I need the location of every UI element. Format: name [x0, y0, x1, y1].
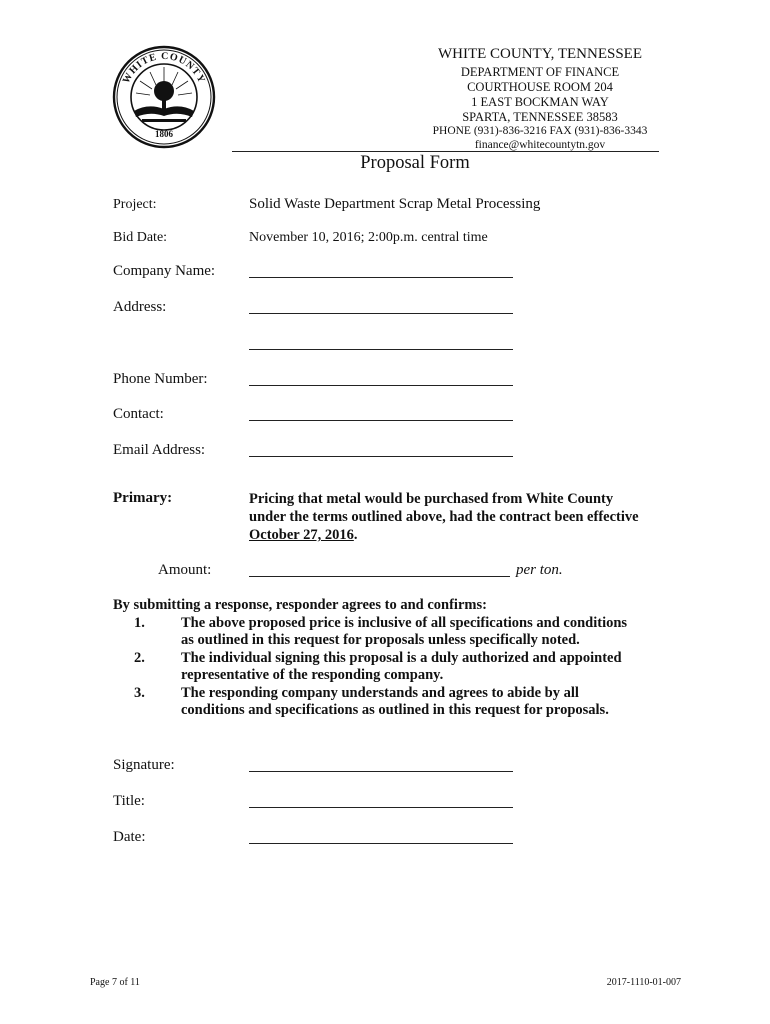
contact-field[interactable]: [249, 420, 513, 421]
contact-label: Contact:: [113, 406, 164, 422]
signature-field[interactable]: [249, 771, 513, 772]
address-field-line-2[interactable]: [249, 349, 513, 350]
form-title: Proposal Form: [360, 153, 470, 173]
bid-date-label: Bid Date:: [113, 230, 168, 245]
county-seal-logo: [112, 45, 216, 149]
amount-label: Amount:: [158, 562, 212, 578]
primary-text-line-1: Pricing that metal would be purchased from White County: [249, 491, 614, 507]
company-name-field[interactable]: [249, 277, 513, 278]
phone-number-label: Phone Number:: [113, 371, 208, 387]
primary-text-line-3: October 27, 2016.: [249, 527, 358, 543]
document-number: 2017-1110-01-007: [606, 977, 681, 988]
header-county-name: WHITE COUNTY, TENNESSEE: [437, 46, 643, 62]
title-field[interactable]: [249, 807, 513, 808]
date-label: Date:: [113, 829, 146, 845]
date-field[interactable]: [249, 843, 513, 844]
company-name-label: Company Name:: [113, 263, 216, 279]
primary-description: [249, 490, 669, 544]
header-divider: [232, 151, 659, 152]
phone-number-field[interactable]: [249, 385, 513, 386]
primary-text-line-2: under the terms outlined above, had the contract been effective: [249, 509, 639, 525]
conditions-block: [113, 597, 673, 720]
email-address-field[interactable]: [249, 456, 513, 457]
header-city: SPARTA, TENNESSEE 38583: [462, 110, 618, 124]
primary-label: Primary:: [113, 490, 173, 506]
header-phone-fax: PHONE (931)-836-3216 FAX (931)-836-3343: [432, 125, 648, 137]
header-street: 1 EAST BOCKMAN WAY: [471, 95, 609, 109]
email-address-label: Email Address:: [113, 442, 206, 458]
address-label: Address:: [113, 299, 167, 315]
page-number: Page 7 of 11: [90, 977, 140, 988]
header-room: COURTHOUSE ROOM 204: [467, 80, 613, 94]
conditions-list: [113, 615, 673, 720]
svg-text:1806: 1806: [155, 129, 173, 139]
title-label: Title:: [113, 793, 145, 809]
address-field-line-1[interactable]: [249, 313, 513, 314]
svg-text:WHITE COUNTY: WHITE COUNTY: [120, 50, 208, 86]
amount-unit: per ton.: [516, 562, 563, 578]
header-email: finance@whitecountytn.gov: [474, 139, 606, 151]
project-value: Solid Waste Department Scrap Metal Processing: [249, 196, 541, 212]
condition-item: 2. The individual signing this proposal is a duly authorized and appointed representative of the responding company.: [134, 649, 622, 683]
amount-field[interactable]: [249, 576, 510, 577]
condition-item: 1. The above proposed price is inclusive of all specifications and conditions as outlined in this request for proposals unless specifically noted.: [134, 614, 628, 648]
conditions-intro: By submitting a response, responder agrees to and confirms:: [113, 597, 487, 613]
bid-date-value: November 10, 2016; 2:00p.m. central time: [249, 230, 488, 245]
condition-item: 3. The responding company understands and agrees to abide by all conditions and specifications as outlined in this request for proposals.: [134, 684, 609, 718]
signature-label: Signature:: [113, 757, 175, 773]
project-label: Project:: [113, 197, 157, 212]
effective-date: October 27, 2016: [249, 527, 354, 543]
header-department: DEPARTMENT OF FINANCE: [460, 65, 620, 79]
